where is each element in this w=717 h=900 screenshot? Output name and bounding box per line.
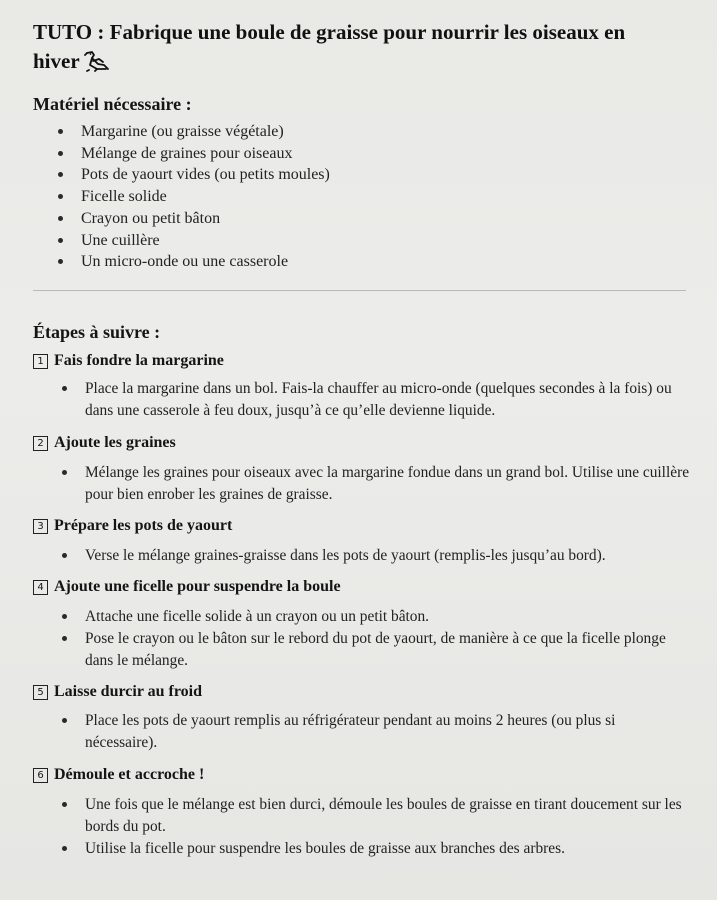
- materials-list: [56, 121, 330, 273]
- page-title: [33, 18, 673, 80]
- list-item: Crayon ou petit bâton: [56, 208, 330, 230]
- step-2-list: [60, 462, 690, 506]
- list-item: Place la margarine dans un bol. Fais-la chauffer au micro-onde (quelques secondes à la fois) ou dans une casserole à feu doux, jusqu’à ce qu’elle devienne liquide.: [60, 378, 690, 422]
- title-text: TUTO : Fabrique une boule de graisse pour nourrir les oiseaux en hiver: [33, 20, 626, 73]
- step-title: Démoule et accroche !: [54, 766, 205, 783]
- step-number-badge: 6: [33, 768, 48, 783]
- step-number-badge: 2: [33, 436, 48, 451]
- step-number-badge: 5: [33, 685, 48, 700]
- materials-heading: Matériel nécessaire :: [33, 94, 192, 114]
- list-item: Margarine (ou graisse végétale): [56, 121, 330, 143]
- list-item: Mélange les graines pour oiseaux avec la margarine fondue dans un grand bol. Utilise une cuillère pour bien enrober les graines de graisse.: [60, 462, 690, 506]
- step-heading-3: [33, 517, 232, 535]
- step-number-badge: 3: [33, 519, 48, 534]
- step-3-list: [60, 545, 690, 567]
- step-title: Fais fondre la margarine: [54, 352, 224, 369]
- list-item: Une fois que le mélange est bien durci, démoule les boules de graisse en tirant doucement sur les bords du pot.: [60, 794, 690, 838]
- list-item: Pots de yaourt vides (ou petits moules): [56, 164, 330, 186]
- list-item: Ficelle solide: [56, 186, 330, 208]
- step-heading-4: [33, 578, 341, 596]
- section-divider: [33, 290, 686, 291]
- step-5-list: [60, 710, 690, 754]
- list-item: Une cuillère: [56, 230, 330, 252]
- step-number-badge: 1: [33, 354, 48, 369]
- step-title: Laisse durcir au froid: [54, 683, 203, 700]
- list-item: Un micro-onde ou une casserole: [56, 251, 330, 273]
- step-number-badge: 4: [33, 580, 48, 595]
- step-heading-2: [33, 434, 176, 452]
- list-item: Attache une ficelle solide à un crayon ou un petit bâton.: [60, 606, 690, 628]
- steps-heading: Étapes à suivre :: [33, 322, 161, 342]
- step-heading-6: [33, 766, 204, 784]
- bird-icon: [84, 50, 110, 80]
- list-item: Utilise la ficelle pour suspendre les boules de graisse aux branches des arbres.: [60, 838, 690, 860]
- step-title: Ajoute les graines: [54, 434, 176, 451]
- list-item: Pose le crayon ou le bâton sur le rebord du pot de yaourt, de manière à ce que la ficelle plonge dans le mélange.: [60, 628, 690, 672]
- list-item: Mélange de graines pour oiseaux: [56, 143, 330, 165]
- list-item: Verse le mélange graines-graisse dans les pots de yaourt (remplis-les jusqu’au bord).: [60, 545, 690, 567]
- step-4-list: [60, 606, 690, 672]
- step-1-list: [60, 378, 690, 422]
- step-title: Prépare les pots de yaourt: [54, 517, 233, 534]
- list-item: Place les pots de yaourt remplis au réfrigérateur pendant au moins 2 heures (ou plus si nécessaire).: [60, 710, 690, 754]
- step-title: Ajoute une ficelle pour suspendre la boule: [54, 578, 341, 595]
- step-heading-1: [33, 352, 224, 370]
- step-heading-5: [33, 683, 202, 701]
- step-6-list: [60, 794, 690, 860]
